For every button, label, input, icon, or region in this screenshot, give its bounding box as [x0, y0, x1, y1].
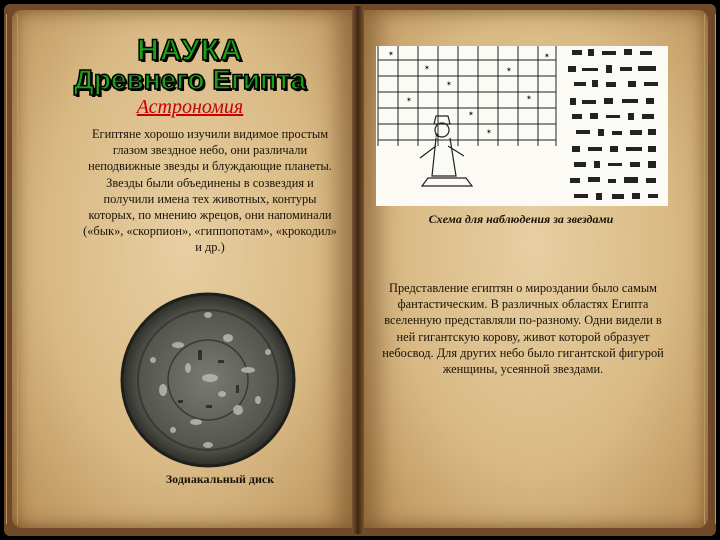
svg-text:✶: ✶ — [506, 66, 512, 74]
svg-text:✶: ✶ — [468, 110, 474, 118]
svg-text:✶: ✶ — [526, 94, 532, 102]
svg-text:✶: ✶ — [388, 50, 394, 58]
svg-text:✶: ✶ — [406, 96, 412, 104]
star-observation-chart-image — [376, 46, 668, 206]
zodiac-disk-image — [118, 290, 298, 470]
right-paragraph: Представление египтян о мироздании было самым фантастическим. В различных областях Египта вселенную представляли по-разному. Одни видели в ней гигантскую корову, живот которой образует небосвод. Для других небо было гигантской фигурой женщины, усеянной звездами. — [382, 281, 664, 377]
right-page-edges — [704, 14, 716, 524]
svg-text:✶: ✶ — [424, 64, 430, 72]
star-chart-caption: Схема для наблюдения за звездами — [428, 212, 614, 226]
left-page-edges — [6, 14, 18, 524]
subtitle: Астрономия — [136, 96, 244, 118]
title-line-1: НАУКА — [137, 34, 243, 67]
title-line-2: Древнего Египта — [73, 64, 307, 95]
left-paragraph: Египтяне хорошо изучили видимое простым глазом звездное небо, они различали неподвижные звезды и блуждающие планеты. Звезды были объединены в созвездия и получили имена тех животных, контуры которых, по мнению жрецов, они напоминали («бык», «скорпион», «гиппопотам», «крокодил» и др.) — [83, 127, 337, 255]
book-spine — [352, 6, 364, 534]
svg-text:✶: ✶ — [486, 128, 492, 136]
svg-text:✶: ✶ — [544, 52, 550, 60]
zodiac-disk-caption: Зодиакальный диск — [165, 472, 275, 486]
svg-text:✶: ✶ — [446, 80, 452, 88]
svg-text:✶: ✶ — [434, 132, 440, 140]
